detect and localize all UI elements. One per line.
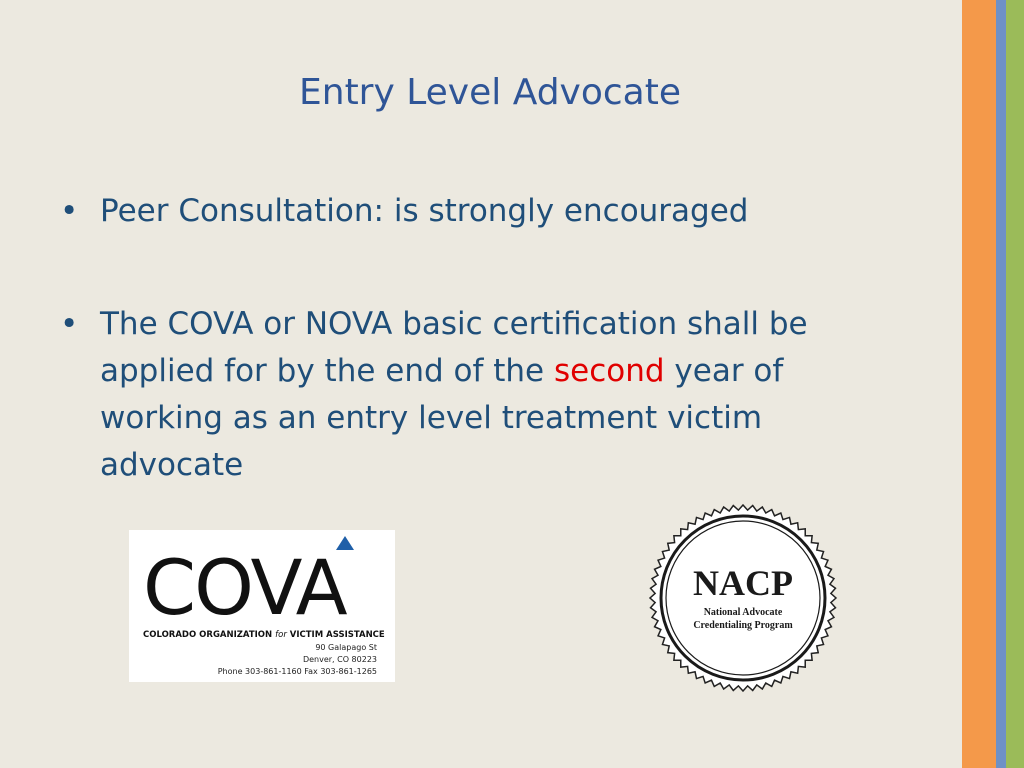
- cova-logo-wordmark: COVA: [143, 543, 346, 632]
- nacp-seal-abbr: NACP: [693, 563, 793, 603]
- bullet-list: [60, 188, 880, 489]
- bullet-text-end: year of working as an entry level treatment victim advocate: [100, 353, 784, 483]
- cova-org-for: for: [275, 630, 287, 640]
- cova-logo-org-name: [143, 630, 385, 640]
- nacp-seal-line1: National Advocate: [703, 607, 783, 618]
- accent-stripe-blue: [996, 0, 1006, 768]
- slide-title: Entry Level Advocate: [299, 72, 681, 113]
- highlighted-word: second: [553, 353, 665, 389]
- bullet-text: Peer Consultation: is strongly encouraged: [100, 193, 749, 229]
- cova-org-start: COLORADO ORGANIZATION: [143, 630, 276, 640]
- nacp-seal-line2: Credentialing Program: [693, 620, 793, 631]
- cova-address-line: Denver, CO 80223: [302, 655, 377, 664]
- bullet-marker: •: [60, 193, 79, 229]
- cova-logo-address: [218, 642, 377, 678]
- cova-phone-line: Phone 303-861-1160 Fax 303-861-1265: [217, 667, 377, 676]
- cova-org-end: VICTIM ASSISTANCE: [286, 630, 385, 640]
- bullet-item: [60, 301, 880, 489]
- accent-stripe-orange: [962, 0, 996, 768]
- accent-stripe-green: [1006, 0, 1024, 768]
- bullet-marker: •: [60, 306, 79, 342]
- nacp-seal-logo: [648, 503, 838, 693]
- cova-logo: [129, 530, 395, 682]
- bullet-text-start: The COVA or NOVA basic certification shall be applied for by the end of the: [100, 306, 808, 389]
- cova-address-line: 90 Galapago St: [315, 643, 377, 652]
- bullet-item: [60, 188, 880, 235]
